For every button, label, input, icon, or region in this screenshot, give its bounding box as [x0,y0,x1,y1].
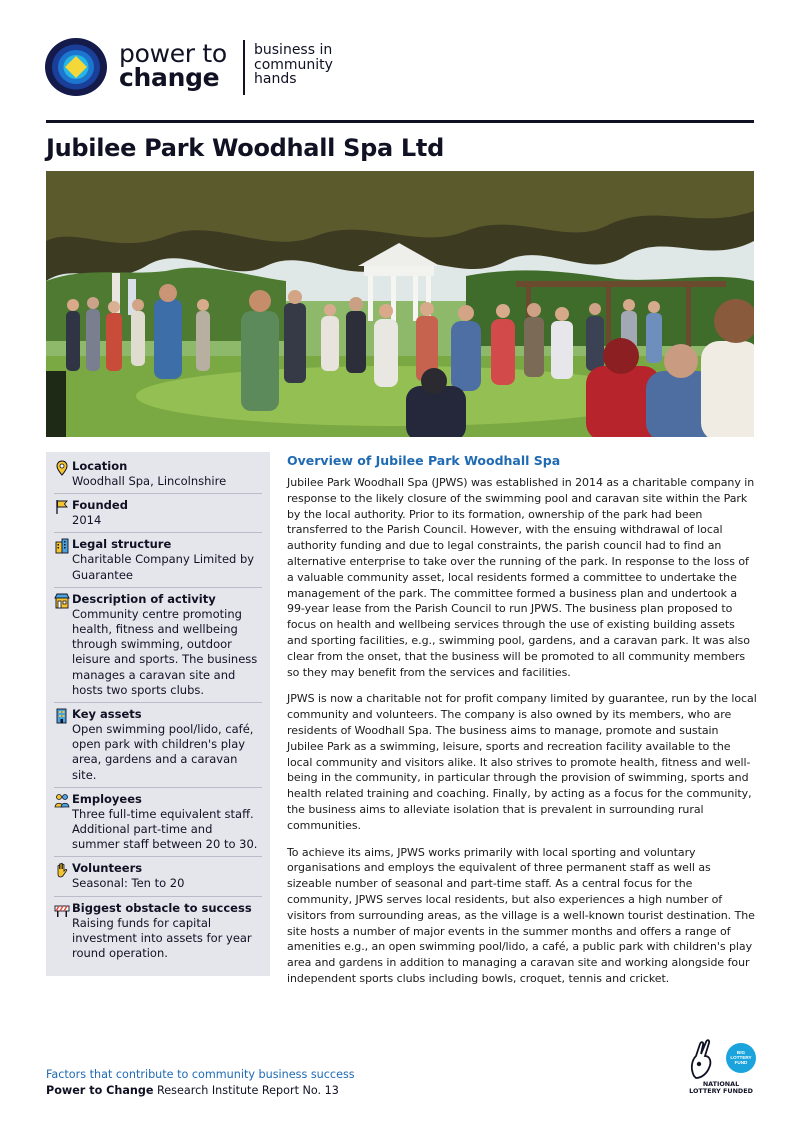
footer [46,1067,355,1099]
lottery-label-line1: NATIONAL [702,1080,740,1088]
overview-heading: Overview of Jubilee Park Woodhall Spa [287,453,561,468]
location-pin-icon [54,460,70,476]
fact-label: Description of activity [72,591,216,606]
fact-label: Biggest obstacle to success [72,900,252,915]
lottery-label-line2: LOTTERY FUNDED [689,1087,753,1095]
logo-tagline [254,43,333,87]
photo-dancing-in-park [46,171,754,437]
footer-report-number [46,1083,355,1099]
fact-value: Seasonal: Ten to 20 [72,876,185,891]
fact-value: 2014 [72,513,102,528]
fact-sidebar [46,452,270,976]
fact-label: Key assets [72,707,142,722]
fact-legal-structure [54,537,262,587]
footer-report-series: Factors that contribute to community business success [46,1068,355,1081]
fact-label: Employees [72,791,142,806]
fact-value: Community centre promoting health, fitness and wellbeing through swimming, outdoor leisure and sports. The business manages a caravan site and hosts two sports clubs. [72,606,258,697]
buildings-icon [54,538,70,554]
overview-section [287,452,757,998]
logo-mark-icon [45,38,107,96]
page-title: Jubilee Park Woodhall Spa Ltd [46,134,444,162]
obstacle-icon [54,902,70,918]
logo-wordmark-line1: power to [119,39,227,68]
header-rule [46,120,754,123]
lottery-crossed-fingers-icon [686,1038,756,1080]
national-lottery-funded-logo [686,1038,756,1098]
overview-paragraph: To achieve its aims, JPWS works primarily with local sporting and voluntary organisations and employs the equivalent of three permanent staff as well as sizeable number of seasonal and part-time staff. As a central focus for the community, JPWS serves local residents, but also experiences a high number of visitors from surrounding areas, as the village is a well-known tourist destination. The site hosts a number of major events in the summer months and offers a range of amenities e.g., an open swimming pool/lido, a café, a public park with children's play area and gardens in addition to managing a caravan site and working alongside four independent sports clubs including bowls, croquet, tennis and cricket. [287,845,755,985]
fact-value: Charitable Company Limited by Guarantee [72,552,255,582]
logo-tagline-line1: business in [254,42,333,58]
fact-label: Founded [72,498,128,513]
fact-biggest-obstacle [54,901,262,966]
overview-paragraph: JPWS is now a charitable not for profit company limited by guarantee, run by the local community and volunteers. The company is also owned by its members, who are residents of Woodhall Spa. The business aims to manage, promote and sustain Jubilee Park as a swimming, leisure, sports and recreation facility available to the local community and visitors alike. It also strives to promote health, fitness and well-being in the community, in particular through the provision of swimming, sports and health related training and coaching. Finally, by acting as a focus for the community, the business aims to alleviate isolation that is prevalent in surrounding rural communities. [287,692,757,832]
people-icon [54,793,70,809]
fact-volunteers [54,861,262,896]
fact-value: Three full-time equivalent staff. Additional part-time and summer staff between 20 to 30. [72,806,258,852]
footer-report-rest: Research Institute Report No. 13 [153,1084,339,1097]
power-to-change-logo [45,38,365,98]
logo-divider [243,40,245,95]
shop-icon [54,593,70,609]
fact-value: Raising funds for capital investment into assets for year round operation. [72,915,252,961]
fact-label: Legal structure [72,537,172,552]
fact-founded [54,498,262,533]
fact-value: Woodhall Spa, Lincolnshire [72,474,227,488]
fact-label: Location [72,459,128,473]
logo-wordmark-line2: change [119,63,220,92]
fact-location [54,459,262,494]
building-icon [54,708,70,724]
overview-paragraph: Jubilee Park Woodhall Spa (JPWS) was established in 2014 as a charitable company in response to the likely closure of the swimming pool and caravan site within the Park by the local authority. Prior to its formation, ownership of the park had been transferred to the Parish Council. However, with the ensuing withdrawal of local authority funding and due to legal constraints, the parish council had to find an alternative enterprise to take over the running of the park. In response to the loss of a valuable community asset, local residents formed a committee to undertake the management of the park. The committee formed a business plan and undertook a 99-year lease from the Parish Council to run JPWS. The business plan proposed to focus on health and wellbeing services through the use of existing building assets and sporting facilities, e.g., swimming pool, gardens, and a caravan park. It was also clear from the onset, that the business will be promoted to all community members so they may benefit from the services and facilities. [287,476,755,679]
raised-hand-icon [54,862,70,878]
fact-label: Volunteers [72,861,143,876]
fact-key-assets [54,707,262,788]
flag-icon [54,499,70,515]
logo-tagline-line2: community [254,56,333,73]
lottery-label [686,1081,756,1095]
lottery-badge-line1: BIG [736,1050,746,1055]
photo-illustration [46,171,754,437]
logo-wordmark [119,39,227,92]
fact-description-of-activity [54,592,262,703]
fact-employees [54,792,262,858]
fact-value: Open swimming pool/lido, café, open park with children's play area, gardens and a caravan site. [72,722,254,782]
footer-brand: Power to Change [46,1084,154,1097]
lottery-badge-line3: FUND [734,1060,748,1065]
lottery-badge-line2: LOTTERY [730,1055,752,1060]
logo-tagline-line3: hands [254,71,297,87]
